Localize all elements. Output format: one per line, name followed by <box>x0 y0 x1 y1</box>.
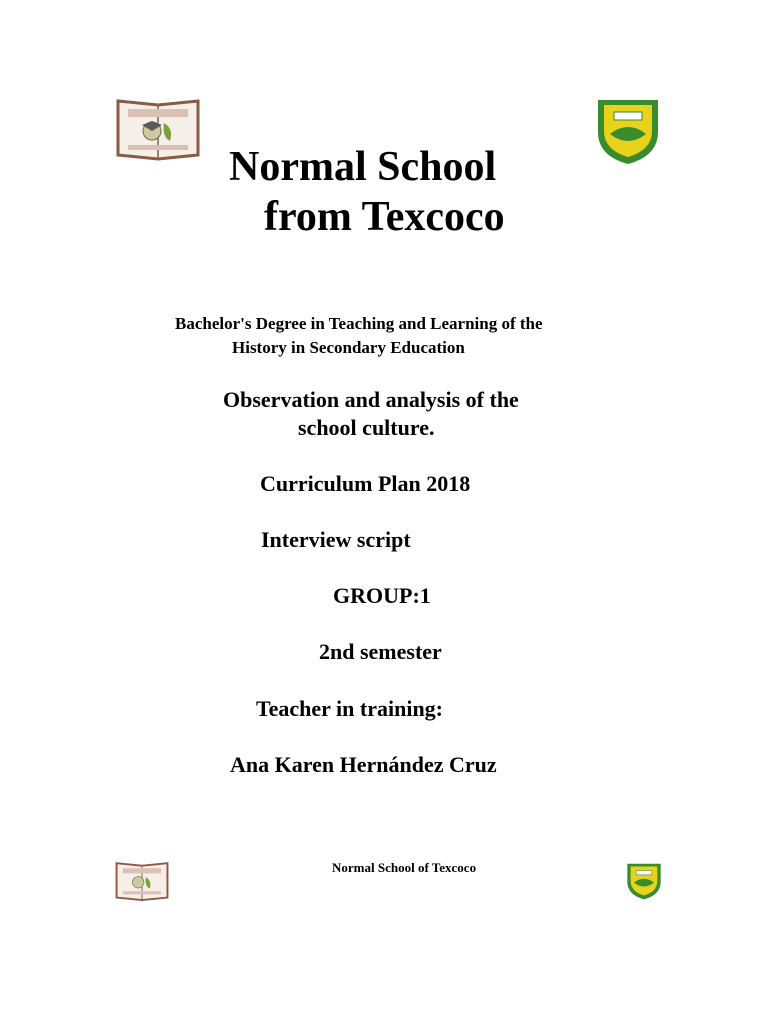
book-crest-icon <box>114 95 202 163</box>
course-line2: school culture. <box>298 415 435 440</box>
course-line1: Observation and analysis of the <box>223 387 519 412</box>
teacher-name: Ana Karen Hernández Cruz <box>230 752 497 777</box>
green-yellow-shield-icon <box>592 94 664 168</box>
document-type: Interview script <box>261 527 411 552</box>
group: GROUP:1 <box>333 583 431 608</box>
footer-green-yellow-shield-icon <box>624 860 664 902</box>
degree-line2: History in Secondary Education <box>232 338 465 357</box>
page-title-line2: from Texcoco <box>264 194 505 240</box>
footer-text: Normal School of Texcoco <box>332 860 477 875</box>
curriculum-plan: Curriculum Plan 2018 <box>260 471 471 496</box>
teacher-label: Teacher in training: <box>256 696 444 721</box>
degree-line1: Bachelor's Degree in Teaching and Learning of the <box>175 314 543 333</box>
footer-book-crest-icon <box>114 858 170 904</box>
page-title-line1: Normal School <box>229 144 497 190</box>
semester: 2nd semester <box>319 639 442 664</box>
